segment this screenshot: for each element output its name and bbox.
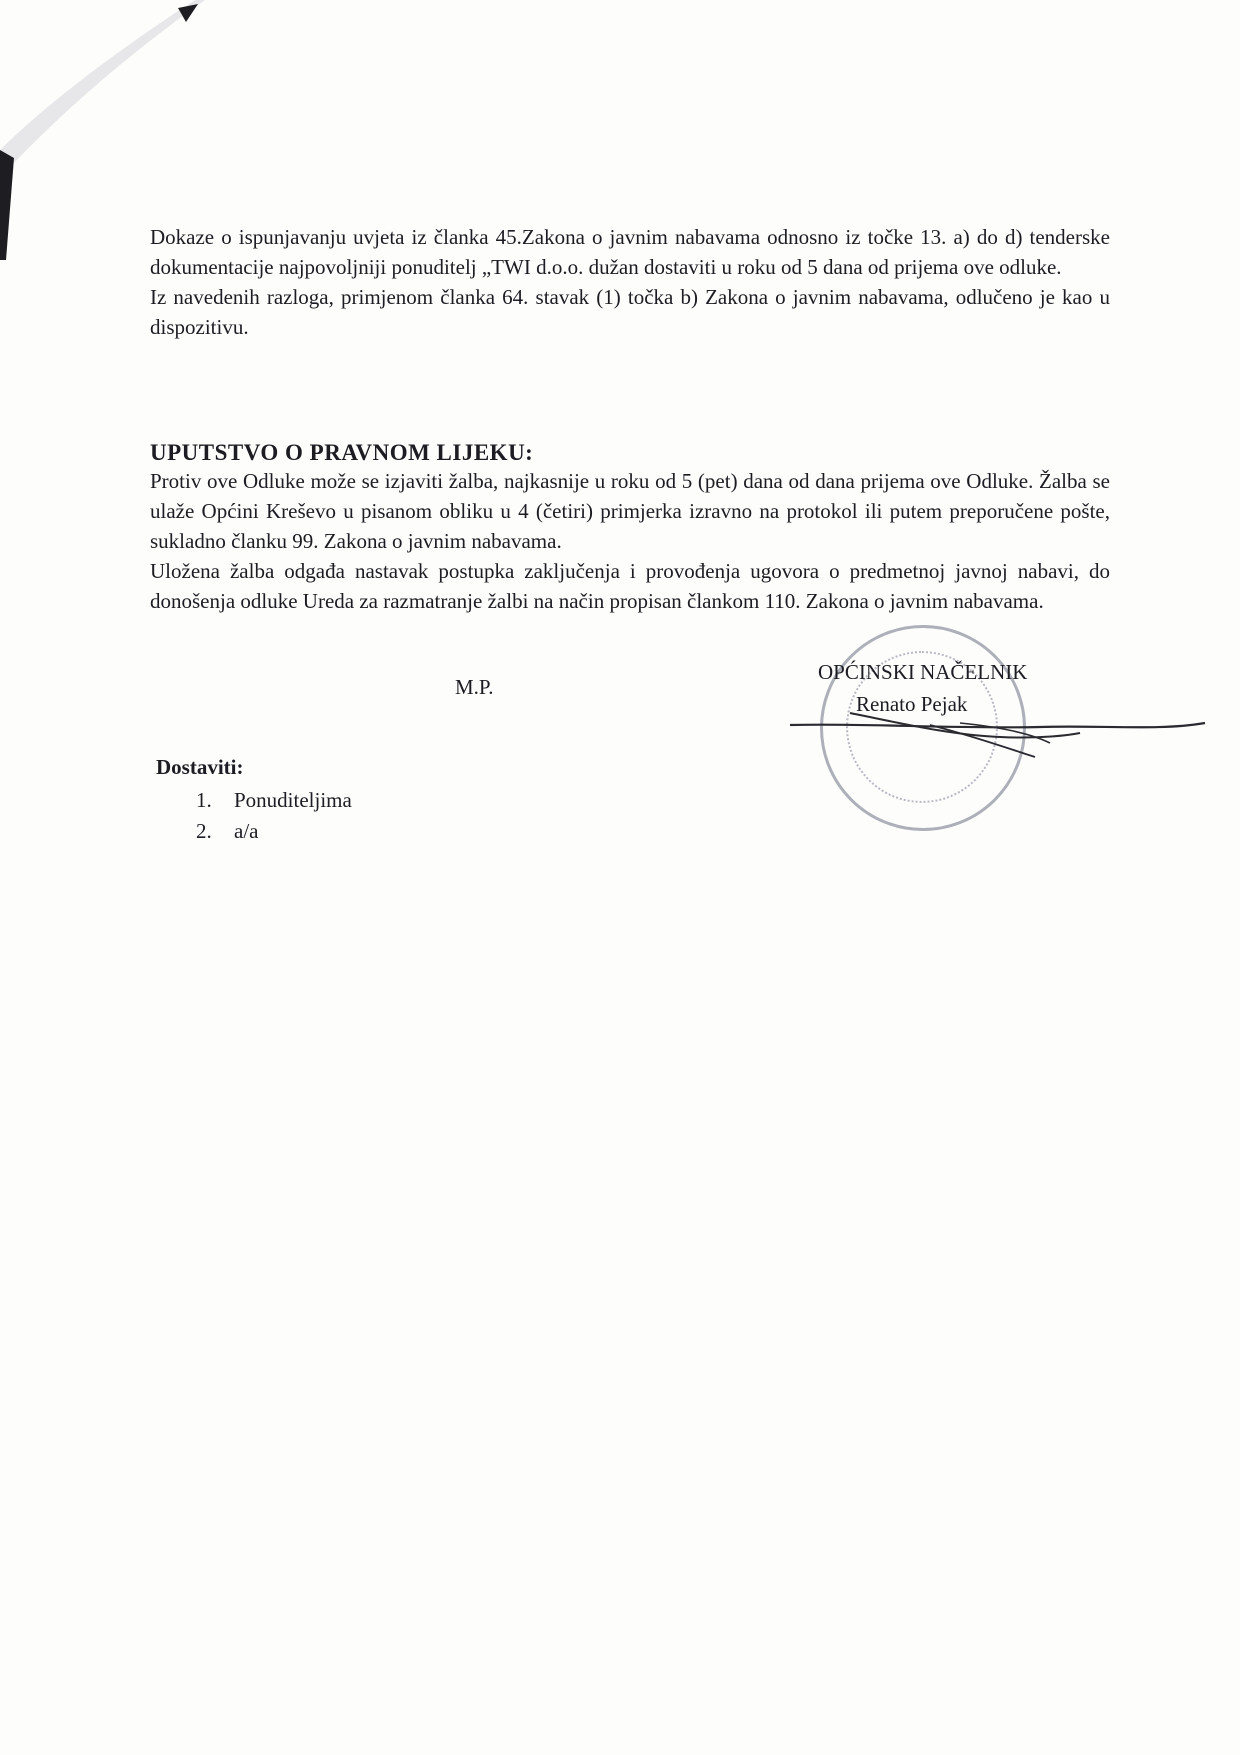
- list-item-number: 1.: [196, 788, 212, 812]
- paragraph-appeal: Protiv ove Odluke može se izjaviti žalba, najkasnije u roku od 5 (pet) dana od dana prijema ove Odluke. Žalba se ulaže Općini Kreševo u pisanom obliku u 4 (četiri) primjerka izravno na protokol ili putem preporučene pošte, sukladno članku 99. Zakona o javnim nabavama.: [150, 469, 1110, 553]
- paragraph-evidence: Dokaze o ispunjavanju uvjeta iz članka 45.Zakona o javnim nabavama odnosno iz točke 13. a) do d) tenderske dokumentacije najpovoljniji ponuditelj „TWI d.o.o. dužan dostaviti u roku od 5 dana od prijema ove odluke.: [150, 225, 1110, 279]
- delivery-list: [196, 785, 352, 847]
- paragraph-appeal-effect: Uložena žalba odgađa nastavak postupka zaključenja i provođenja ugovora o predmetnoj javnoj nabavi, do donošenja odluke Ureda za razmatranje žalbi na način propisan člankom 110. Zakona o javnim nabavama.: [150, 559, 1110, 613]
- legal-remedy-heading: UPUTSTVO O PRAVNOM LIJEKU:: [150, 440, 534, 465]
- list-item: [196, 816, 352, 847]
- signature-area: [780, 615, 1210, 840]
- signer-name: Renato Pejak: [856, 692, 968, 716]
- list-item-number: 2.: [196, 819, 212, 843]
- list-item: [196, 785, 352, 816]
- paragraph-conclusion: Iz navedenih razloga, primjenom članka 64. stavak (1) točka b) Zakona o javnim nabavama, odlučeno je kao u dispozitivu.: [150, 285, 1110, 339]
- list-item-text: Ponuditeljima: [234, 788, 352, 812]
- stamp-place-label: M.P.: [455, 675, 494, 699]
- decision-reasoning-block: [150, 222, 1110, 342]
- handwritten-signature-icon: [780, 705, 1210, 765]
- list-item-text: a/a: [234, 819, 259, 843]
- legal-remedy-block: [150, 466, 1110, 616]
- delivery-label: Dostaviti:: [156, 755, 244, 779]
- scan-corner-shadow: [0, 0, 260, 260]
- signer-title: OPĆINSKI NAČELNIK: [818, 660, 1028, 684]
